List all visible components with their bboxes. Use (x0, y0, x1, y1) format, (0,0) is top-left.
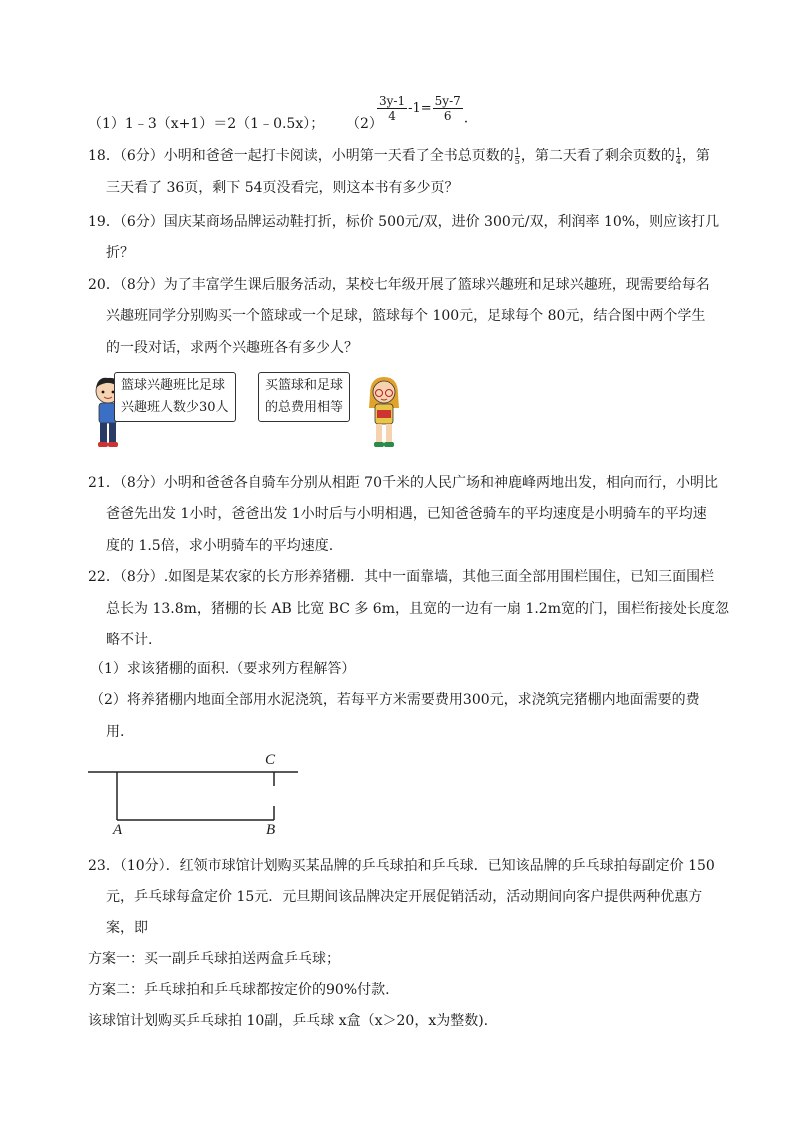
fraction-5y-7-over-6 (433, 94, 463, 123)
q22-sub2-line2: 用. (106, 724, 125, 740)
q18-line2: 三天看了 36页，剩下 54页没看完，则这本书有多少页？ (106, 180, 459, 196)
girl-student-icon (364, 374, 404, 450)
point-a-label: A (113, 822, 123, 838)
q22-line3: 略不计. (106, 632, 153, 648)
fraction-denominator: 6 (443, 109, 452, 123)
bubble-line: 买篮球和足球 (265, 378, 344, 393)
fraction-numerator: 1 (675, 146, 681, 156)
q18-text-b: ，第二天看了剩余页数的 (520, 148, 675, 164)
q23-last-line: 该球馆计划购买乒乓球拍 10副，乒乓球 x盒（x＞20，x为整数). (88, 1013, 489, 1029)
q22-sub2-line1: （2）将养猪棚内地面全部用水泥浇筑，若每平方米需要费用300元，求浇筑完猪棚内地面需要的费 (90, 692, 700, 708)
q17-part1: （1）1﹣3（x+1）＝2（1﹣0.5x）； (88, 116, 325, 132)
q22-sub1: （1）求该猪棚的面积.（要求列方程解答） (90, 661, 356, 677)
fraction-3y-1-over-4 (377, 94, 407, 123)
q18-text-c: ，第 (681, 148, 710, 164)
fraction-denominator: 5 (514, 156, 520, 166)
fraction-numerator: 1 (514, 146, 520, 156)
bubble-line: 的总费用相等 (265, 400, 344, 415)
q17-part2-prefix: （2） (346, 116, 383, 132)
q20-line3: 的一段对话，求两个兴趣班各有多少人？ (106, 340, 358, 356)
q19-line2: 折？ (106, 245, 134, 261)
fraction-numerator: 3y-1 (379, 94, 406, 108)
equation-middle: -1= (408, 101, 432, 116)
q21-line1: 21．（8分）小明和爸爸各自骑车分别从相距 70千米的人民广场和神鹿峰两地出发，相向而行，小明比 (88, 475, 718, 491)
girl-speech-bubble (258, 372, 350, 422)
q20-line2: 兴趣班同学分别购买一个篮球或一个足球，篮球每个 100元，足球每个 80元，结合图中两个学生 (106, 308, 706, 324)
fraction-one-fourth (676, 147, 681, 166)
fraction-one-fifth (515, 147, 520, 166)
q20-line1: 20．（8分）为了丰富学生课后服务活动，某校七年级开展了篮球兴趣班和足球兴趣班，现需要给每名 (88, 277, 710, 293)
fraction-denominator: 4 (675, 156, 681, 166)
q23-line1: 23．（10分）．红领市球馆计划购买某品牌的乒乓球拍和乒乓球．已知该品牌的乒乓球拍每副定价 150 (88, 858, 715, 874)
q19-line1: 19．（6分）国庆某商场品牌运动鞋打折，标价 500元/双，进价 300元/双，利润率 10%，则应该打几 (88, 214, 720, 230)
q21-line3: 度的 1.5倍，求小明骑车的平均速度. (106, 538, 334, 554)
equation-end: . (463, 110, 469, 127)
q22-line1: 22．（8分）.如图是某农家的长方形养猪棚．其中一面靠墙，其他三面全部用围栏围住，已知三面围栏 (88, 569, 715, 585)
q23-line3: 案，即 (106, 920, 148, 936)
q21-line2: 爸爸先出发 1小时，爸爸出发 1小时后与小明相遇，已知爸爸骑车的平均速度是小明骑车的平均速 (106, 506, 707, 522)
q23-line2: 元，乒乓球每盒定价 15元．元旦期间该品牌决定开展促销活动，活动期间向客户提供两种优惠方 (106, 889, 703, 905)
q18-text-a: 18．（6分）小明和爸爸一起打卡阅读，小明第一天看了全书总页数的 (88, 148, 514, 164)
dialogue-illustration (88, 372, 408, 450)
pigpen-diagram (86, 750, 306, 842)
fraction-denominator: 4 (388, 109, 396, 123)
boy-speech-bubble (114, 372, 236, 422)
point-b-label: B (266, 822, 276, 838)
fraction-numerator: 5y-7 (434, 94, 461, 108)
q23-plan1: 方案一：买一副乒乓球拍送两盒乒乓球； (88, 951, 340, 967)
bubble-line: 兴趣班人数少30人 (121, 400, 229, 415)
q23-plan2: 方案二：乒乓球拍和乒乓球都按定价的90%付款. (88, 982, 390, 998)
bubble-line: 篮球兴趣班比足球 (121, 378, 226, 393)
point-c-label: C (265, 752, 276, 768)
q17-equation (376, 94, 468, 127)
q18-line1 (88, 146, 710, 166)
q22-line2: 总长为 13.8m，猪棚的长 AB 比宽 BC 多 6m，且宽的一边有一扇 1.2m宽的门，围栏衔接处长度忽 (106, 601, 729, 617)
